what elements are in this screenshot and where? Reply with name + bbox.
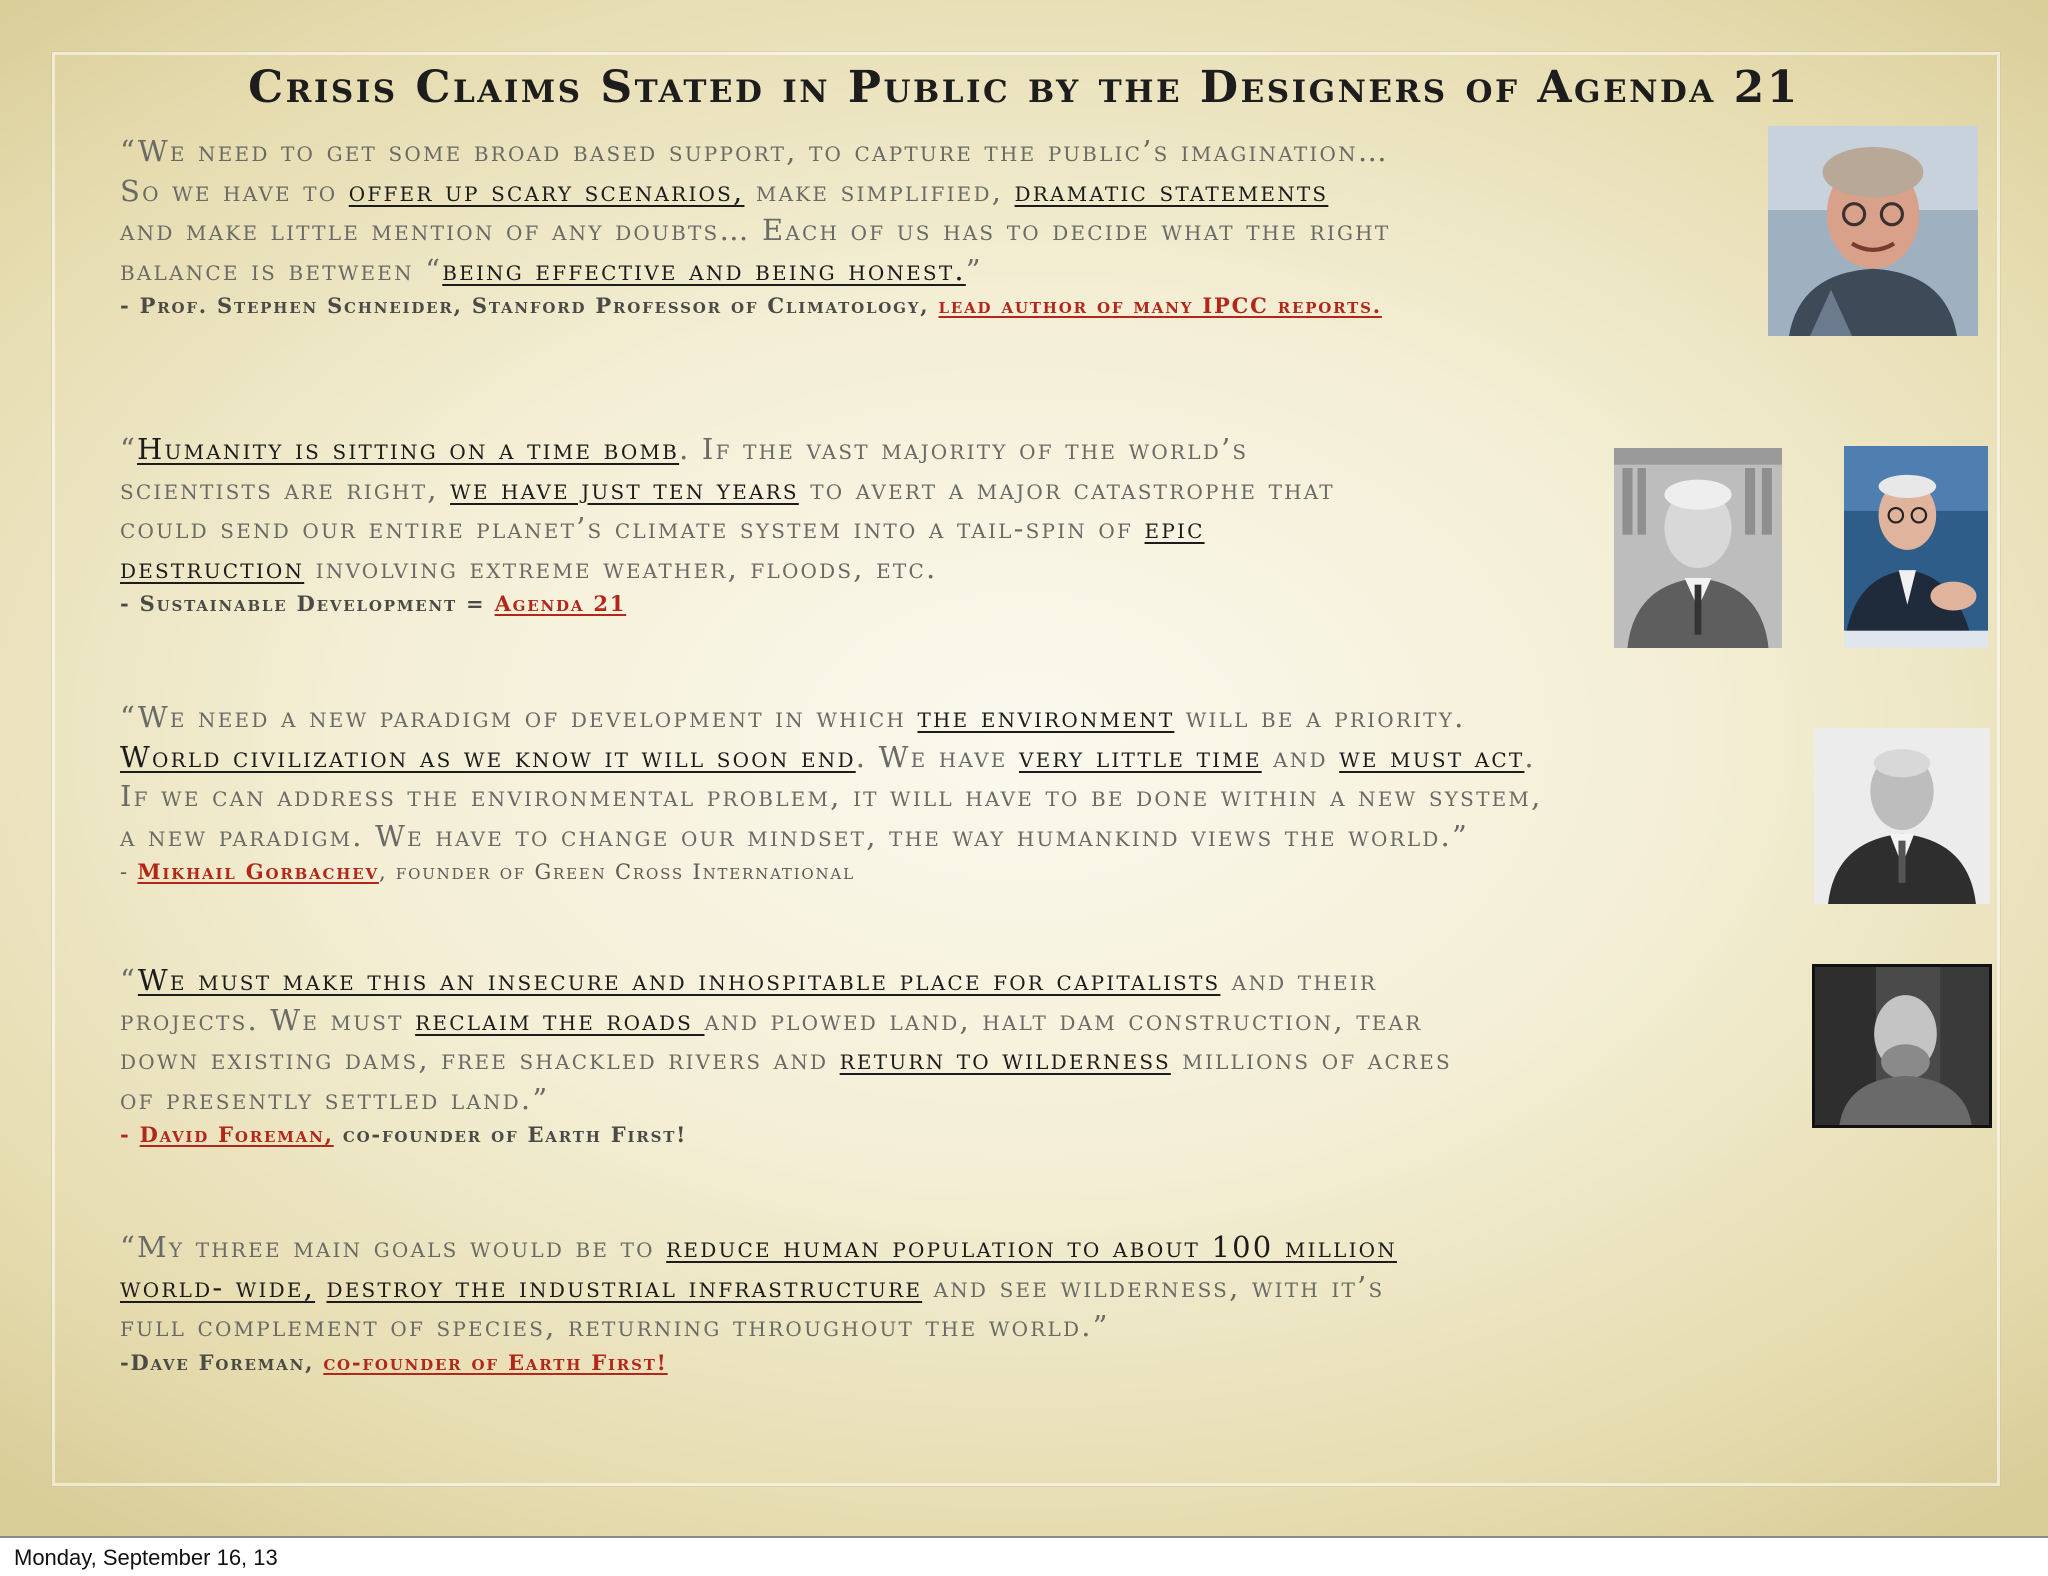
emphasis-text: reduce human population to about 100 million [666, 1230, 1397, 1264]
quote-line: If we can address the environmental problem, it will have to be done within a new system, [120, 779, 1543, 813]
quote-block-foreman-population [120, 1228, 1397, 1377]
emphasis-text: we have just ten years [450, 471, 799, 506]
emphasis-text: world- wide, [120, 1269, 316, 1304]
quote-line: a new paradigm. We have to change our mindset, the way humankind views the world.” [120, 818, 1469, 853]
quote-line: and make little mention of any doubts… Each of us has to decide what the right [120, 213, 1391, 247]
portrait-photo-gorbachev [1814, 728, 1990, 904]
quote-line: world- wide, destroy the industrial infrastructure and see wilderness, with it’s [120, 1269, 1385, 1304]
quote-line: could send our entire planet’s climate system into a tail-spin of epic [120, 511, 1205, 545]
portrait-photo-schneider [1768, 126, 1978, 336]
quote-line: projects. We must reclaim the roads and plowed land, halt dam construction, tear [120, 1002, 1423, 1037]
quote-line: scientists are right, we have just ten years to avert a major catastrophe that [120, 471, 1335, 506]
emphasis-text: being effective and being honest. [442, 252, 966, 287]
attribution-link[interactable]: Mikhail Gorbachev [137, 859, 379, 884]
quote-line: “We must make this an insecure and inhospitable place for capitalists and their [120, 963, 1378, 997]
quote-block-foreman-capitalists [120, 961, 1452, 1149]
emphasis-text: epic [1144, 511, 1205, 545]
emphasis-text: we must act [1339, 739, 1525, 774]
emphasis-text: very little time [1018, 739, 1262, 774]
quote-line: full complement of species, returning throughout the world.” [120, 1309, 1110, 1343]
footer-bar [0, 1536, 2048, 1576]
quote-line: So we have to offer up scary scenarios, make simplified, dramatic statements [120, 173, 1329, 208]
quote-line: destruction involving extreme weather, floods, etc. [120, 550, 938, 585]
portrait-photo-man-gesturing [1844, 446, 1988, 648]
emphasis-text: destroy the industrial infrastructure [326, 1269, 923, 1304]
quote-line: balance is between “being effective and being honest.” [120, 252, 983, 287]
quote-attribution: -Dave Foreman, co-founder of Earth First! [120, 1349, 668, 1375]
portrait-photo-foreman [1812, 964, 1992, 1128]
emphasis-text: offer up scary scenarios, [348, 173, 745, 208]
quote-block-gorbachev [120, 698, 1543, 886]
quote-block-sustainable-development [120, 430, 1335, 618]
emphasis-text: destruction [120, 550, 305, 585]
emphasis-text: World civilization as we know it will soon end [120, 739, 856, 774]
quote-attribution: - David Foreman, co-founder of Earth First! [120, 1122, 688, 1147]
attribution-link[interactable]: lead author of many IPCC reports. [938, 293, 1382, 318]
quote-line: “Humanity is sitting on a time bomb. If the vast majority of the world’s [120, 432, 1249, 466]
quote-line: “We need a new paradigm of development in which the environment will be a priority. [120, 700, 1466, 734]
emphasis-text: We must make this an insecure and inhospitable place for capitalists [137, 963, 1221, 997]
emphasis-text: dramatic statements [1014, 173, 1329, 208]
quote-line: down existing dams, free shackled rivers and return to wilderness millions of acres [120, 1042, 1452, 1076]
portrait-photo-man-glasses-grayscale [1614, 448, 1782, 648]
quote-attribution: - Prof. Stephen Schneider, Stanford Professor of Climatology, lead author of many IPCC reports. [120, 293, 1382, 318]
quote-line: World civilization as we know it will soon end. We have very little time and we must act. [120, 739, 1536, 774]
emphasis-text: Humanity is sitting on a time bomb [137, 432, 680, 466]
emphasis-text: return to wilderness [839, 1042, 1171, 1076]
attribution-link[interactable]: Agenda 21 [494, 591, 627, 616]
attribution-link[interactable]: David Foreman, [139, 1122, 334, 1147]
attribution-link[interactable]: co-founder of Earth First! [323, 1349, 668, 1375]
quote-line: “We need to get some broad based support, to capture the public’s imagination… [120, 134, 1389, 168]
quote-block-schneider [120, 132, 1390, 320]
quote-attribution: - Mikhail Gorbachev, founder of Green Cross International [120, 859, 855, 884]
emphasis-text: reclaim the roads [415, 1002, 705, 1037]
quote-line: “My three main goals would be to reduce human population to about 100 million [120, 1230, 1397, 1264]
slide-title: Crisis Claims Stated in Public by the Designers of Agenda 21 [248, 62, 1800, 113]
emphasis-text: the environment [917, 700, 1175, 734]
quote-attribution: - Sustainable Development = Agenda 21 [120, 591, 627, 616]
footer-date: Monday, September 16, 13 [14, 1545, 278, 1570]
quote-line: of presently settled land.” [120, 1081, 550, 1116]
